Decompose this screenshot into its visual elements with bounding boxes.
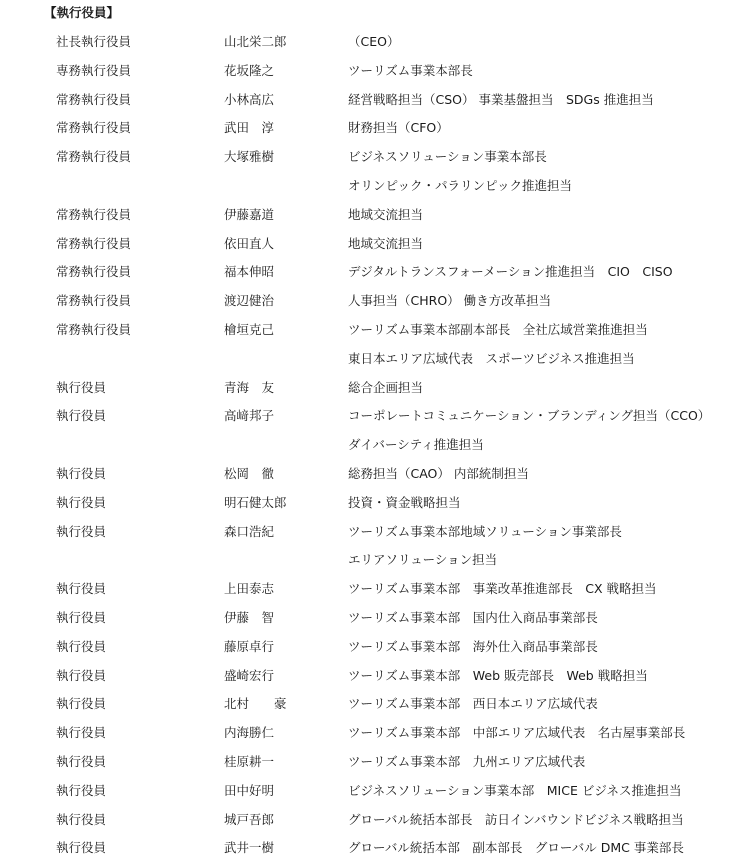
officer-responsibility: 地域交流担当 <box>348 235 424 251</box>
officer-responsibility: オリンピック・パラリンピック推進担当 <box>348 177 573 193</box>
officer-row <box>0 548 750 577</box>
officer-name: 高﨑邦子 <box>224 408 275 424</box>
officer-title: 常務執行役員 <box>56 321 132 337</box>
officer-responsibility: 東日本エリア広域代表 スポーツビジネス推進担当 <box>348 350 635 366</box>
officer-row <box>0 433 750 462</box>
officer-responsibility: ダイバーシティ推進担当 <box>348 437 484 453</box>
officer-row <box>0 116 750 145</box>
officer-name: 大塚雅樹 <box>224 149 275 165</box>
officer-responsibility: ツーリズム事業本部 国内仕入商品事業部長 <box>348 609 598 625</box>
officer-responsibility: コーポレートコミュニケーション・ブランディング担当（CCO） <box>348 408 711 424</box>
officer-name: 武井一樹 <box>224 840 275 856</box>
officer-responsibility: 経営戦略担当（CSO） 事業基盤担当 SDGs 推進担当 <box>348 91 654 107</box>
officer-row <box>0 462 750 491</box>
officer-responsibility: エリアソリューション担当 <box>348 552 498 568</box>
officer-name: 山北栄二郎 <box>224 34 287 49</box>
officer-responsibility: 人事担当（CHRO） 働き方改革担当 <box>348 293 552 309</box>
officer-name: 伊藤 智 <box>224 609 275 625</box>
officer-name: 青海 友 <box>224 379 275 395</box>
officer-name: 武田 淳 <box>224 120 275 136</box>
officer-responsibility: ツーリズム事業本部 西日本エリア広域代表 <box>348 696 598 712</box>
officer-responsibility: グローバル統括本部 副本部長 グローバル DMC 事業部長 <box>348 840 684 856</box>
officer-row <box>0 808 750 837</box>
officer-title: 常務執行役員 <box>56 235 132 251</box>
officer-title: 執行役員 <box>56 696 107 712</box>
officer-name: 花坂隆之 <box>224 62 275 78</box>
officer-name: 檜垣克己 <box>224 321 275 337</box>
officer-row <box>0 376 750 405</box>
officer-row <box>0 779 750 808</box>
officer-title: 常務執行役員 <box>56 149 132 165</box>
officer-name: 田中好明 <box>224 782 275 798</box>
officer-responsibility: ツーリズム事業本部 中部エリア広域代表 名古屋事業部長 <box>348 725 686 741</box>
officer-row <box>0 260 750 289</box>
officer-title: 執行役員 <box>56 523 107 539</box>
officer-title: 執行役員 <box>56 638 107 654</box>
officer-name: 渡辺健治 <box>224 293 275 309</box>
officer-responsibility: （CEO） <box>348 34 400 49</box>
officer-title: 執行役員 <box>56 811 107 827</box>
officer-responsibility: ビジネスソリューション事業本部長 <box>348 149 547 165</box>
officer-row <box>0 750 750 779</box>
officer-name: 森口浩紀 <box>224 523 275 539</box>
officer-list <box>0 30 750 865</box>
officer-row <box>0 836 750 865</box>
officer-row <box>0 520 750 549</box>
officer-responsibility: 地域交流担当 <box>348 206 424 222</box>
officer-row <box>0 289 750 318</box>
officer-responsibility: ツーリズム事業本部 九州エリア広域代表 <box>348 753 586 769</box>
officer-row <box>0 721 750 750</box>
officer-title: 執行役員 <box>56 379 107 395</box>
officer-row <box>0 577 750 606</box>
officer-title: 社長執行役員 <box>56 34 132 49</box>
officer-responsibility: グローバル統括本部長 訪日インバウンドビジネス戦略担当 <box>348 811 684 827</box>
officer-responsibility: 投資・資金戦略担当 <box>348 494 461 510</box>
officer-row <box>0 404 750 433</box>
officer-title: 執行役員 <box>56 840 107 856</box>
officer-row <box>0 59 750 88</box>
officer-name: 伊藤嘉道 <box>224 206 275 222</box>
officer-title: 執行役員 <box>56 408 107 424</box>
officer-row <box>0 30 750 59</box>
officer-row <box>0 664 750 693</box>
officer-title: 執行役員 <box>56 465 107 481</box>
officer-name: 盛崎宏行 <box>224 667 275 683</box>
officer-row <box>0 145 750 174</box>
officer-responsibility: ツーリズム事業本部長 <box>348 62 473 78</box>
officer-name: 小林高広 <box>224 91 275 107</box>
officer-responsibility: ビジネスソリューション事業本部 MICE ビジネス推進担当 <box>348 782 682 798</box>
officer-row <box>0 635 750 664</box>
officer-name: 城戸吾郎 <box>224 811 275 827</box>
officer-title: 専務執行役員 <box>56 62 132 78</box>
officer-row <box>0 174 750 203</box>
officer-responsibility: ツーリズム事業本部地域ソリューション事業部長 <box>348 523 622 539</box>
officer-row <box>0 491 750 520</box>
officer-row <box>0 318 750 347</box>
officer-name: 松岡 徹 <box>224 465 275 481</box>
officer-name: 依田直人 <box>224 235 275 251</box>
officer-responsibility: 財務担当（CFO） <box>348 120 449 136</box>
officer-title: 常務執行役員 <box>56 120 132 136</box>
officer-responsibility: デジタルトランスフォーメーション推進担当 CIO CISO <box>348 264 673 280</box>
officer-title: 常務執行役員 <box>56 206 132 222</box>
officer-responsibility: ツーリズム事業本部 Web 販売部長 Web 戦略担当 <box>348 667 648 683</box>
officer-name: 内海勝仁 <box>224 725 275 741</box>
officer-responsibility: ツーリズム事業本部副本部長 全社広域営業推進担当 <box>348 321 648 337</box>
officer-title: 執行役員 <box>56 609 107 625</box>
officer-title: 執行役員 <box>56 753 107 769</box>
officer-title: 執行役員 <box>56 782 107 798</box>
officer-row <box>0 88 750 117</box>
officer-row <box>0 203 750 232</box>
officer-name: 明石健太郎 <box>224 494 287 510</box>
section-heading: 【執行役員】 <box>44 5 120 20</box>
officer-title: 常務執行役員 <box>56 91 132 107</box>
officer-responsibility: ツーリズム事業本部 事業改革推進部長 CX 戦略担当 <box>348 581 657 597</box>
officer-name: 桂原耕一 <box>224 753 275 769</box>
officer-name: 上田泰志 <box>224 581 275 597</box>
officer-name: 北村 豪 <box>224 696 287 712</box>
officer-row <box>0 692 750 721</box>
officer-title: 執行役員 <box>56 581 107 597</box>
officer-responsibility: 総合企画担当 <box>348 379 424 395</box>
officer-title: 執行役員 <box>56 667 107 683</box>
officer-title: 執行役員 <box>56 725 107 741</box>
officer-row <box>0 232 750 261</box>
officer-title: 執行役員 <box>56 494 107 510</box>
officer-responsibility: ツーリズム事業本部 海外仕入商品事業部長 <box>348 638 598 654</box>
officer-name: 福本伸昭 <box>224 264 275 280</box>
officer-responsibility: 総務担当（CAO） 内部統制担当 <box>348 465 529 481</box>
officer-row <box>0 606 750 635</box>
officer-name: 藤原卓行 <box>224 638 275 654</box>
officer-title: 常務執行役員 <box>56 293 132 309</box>
officer-row <box>0 347 750 376</box>
officer-title: 常務執行役員 <box>56 264 132 280</box>
